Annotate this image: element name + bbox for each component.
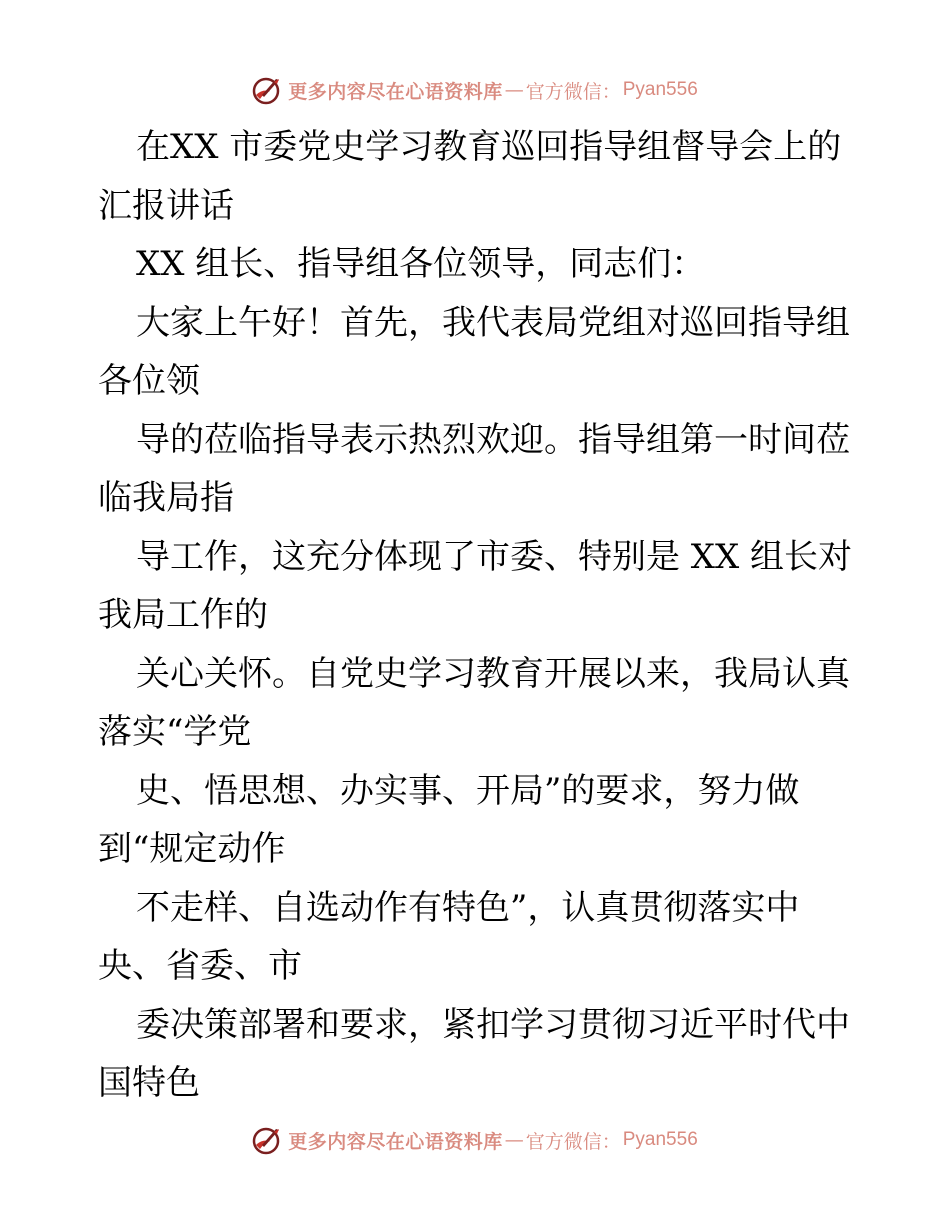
paragraph-line: 史、悟思想、办实事、开局”的要求，努力做 xyxy=(136,770,800,811)
salutation-line: XX 组长、指导组各位领导，同志们： xyxy=(136,244,706,284)
paragraph-line: 大家上午好！首先，我代表局党组对巡回指导组 xyxy=(136,302,850,343)
header-wechat-label: 官方微信： xyxy=(525,80,621,103)
paragraph-line: 各位领 xyxy=(98,361,200,401)
header-separator: — xyxy=(504,79,524,101)
footer-promo-text: 更多内容尽在心语资料库 xyxy=(288,1130,503,1153)
paragraph-line: 关心关怀。自党史学习教育开展以来，我局认真 xyxy=(136,653,850,694)
paragraph-line: 导的莅临指导表示热烈欢迎。指导组第一时间莅 xyxy=(136,419,850,460)
header-banner xyxy=(0,70,950,110)
paragraph-line: 临我局指 xyxy=(98,478,234,518)
header-promo-text: 更多内容尽在心语资料库 xyxy=(288,80,503,103)
quill-pen-logo-icon xyxy=(252,1125,282,1155)
paragraph-line: 不走样、自选动作有特色”，认真贯彻落实中 xyxy=(136,887,800,928)
paragraph-line: 到“规定动作 xyxy=(98,829,286,869)
quill-pen-logo-icon xyxy=(252,75,282,105)
paragraph-line: 国特色 xyxy=(98,1063,200,1103)
footer-separator: — xyxy=(504,1129,524,1151)
paragraph-line: 央、省委、市 xyxy=(98,946,302,986)
footer-wechat-label: 官方微信： xyxy=(525,1130,621,1153)
paragraph-line: 落实“学党 xyxy=(98,712,252,752)
title-line-1: 在XX 市委党史学习教育巡回指导组督导会上的 xyxy=(136,127,842,167)
paragraph-line: 导工作，这充分体现了市委、特别是 XX 组长对 xyxy=(136,536,853,577)
paragraph-line: 我局工作的 xyxy=(98,595,268,635)
title-line-2: 汇报讲话 xyxy=(98,185,234,226)
paragraph-line: 委决策部署和要求，紧扣学习贯彻习近平时代中 xyxy=(136,1004,850,1045)
header-wechat-id: Pyan556 xyxy=(622,79,698,100)
document-body xyxy=(98,118,858,1113)
footer-wechat-id: Pyan556 xyxy=(622,1129,698,1150)
footer-banner xyxy=(0,1120,950,1160)
